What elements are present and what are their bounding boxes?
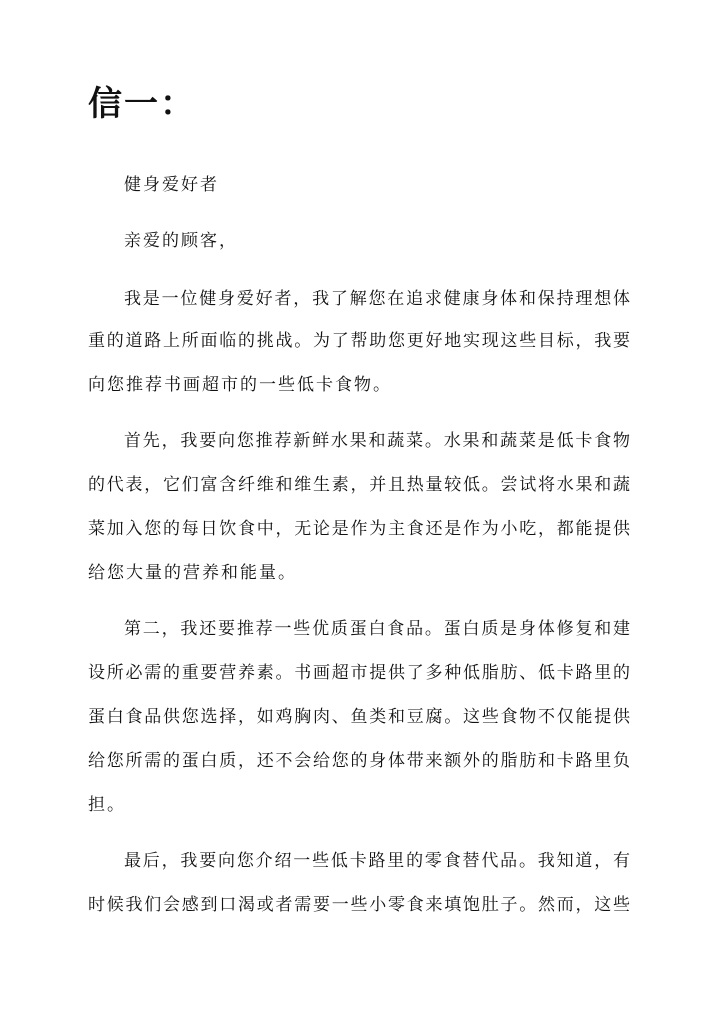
paragraph-3-line-2: 设所必需的重要营养素。书画超市提供了多种低脂肪、低卡路里的 bbox=[88, 663, 630, 683]
paragraph-2-line-1: 首先，我要向您推荐新鲜水果和蔬菜。水果和蔬菜是低卡食物 bbox=[124, 431, 630, 451]
paragraph-3-line-5: 担。 bbox=[88, 795, 126, 815]
paragraph-1-line-3: 向您推荐书画超市的一些低卡食物。 bbox=[88, 375, 392, 395]
greeting-recipient: 亲爱的顾客， bbox=[124, 231, 238, 251]
paragraph-2-line-4: 给您大量的营养和能量。 bbox=[88, 563, 297, 583]
paragraph-2-line-3: 菜加入您的每日饮食中，无论是作为主食还是作为小吃，都能提供 bbox=[88, 519, 630, 539]
paragraph-3-line-4: 给您所需的蛋白质，还不会给您的身体带来额外的脂肪和卡路里负 bbox=[88, 751, 630, 771]
greeting-sender: 健身爱好者 bbox=[124, 175, 219, 195]
paragraph-3-line-3: 蛋白食品供您选择，如鸡胸肉、鱼类和豆腐。这些食物不仅能提供 bbox=[88, 707, 630, 727]
paragraph-1-line-2: 重的道路上所面临的挑战。为了帮助您更好地实现这些目标，我要 bbox=[88, 331, 630, 351]
paragraph-4-line-2: 时候我们会感到口渴或者需要一些小零食来填饱肚子。然而，这些 bbox=[88, 895, 630, 915]
paragraph-1-line-1: 我是一位健身爱好者，我了解您在追求健康身体和保持理想体 bbox=[124, 289, 630, 309]
paragraph-3-line-1: 第二，我还要推荐一些优质蛋白食品。蛋白质是身体修复和建 bbox=[124, 619, 630, 639]
paragraph-4-line-1: 最后，我要向您介绍一些低卡路里的零食替代品。我知道，有 bbox=[124, 851, 630, 871]
paragraph-2-line-2: 的代表，它们富含纤维和维生素，并且热量较低。尝试将水果和蔬 bbox=[88, 475, 630, 495]
letter-title: 信一： bbox=[88, 84, 196, 124]
